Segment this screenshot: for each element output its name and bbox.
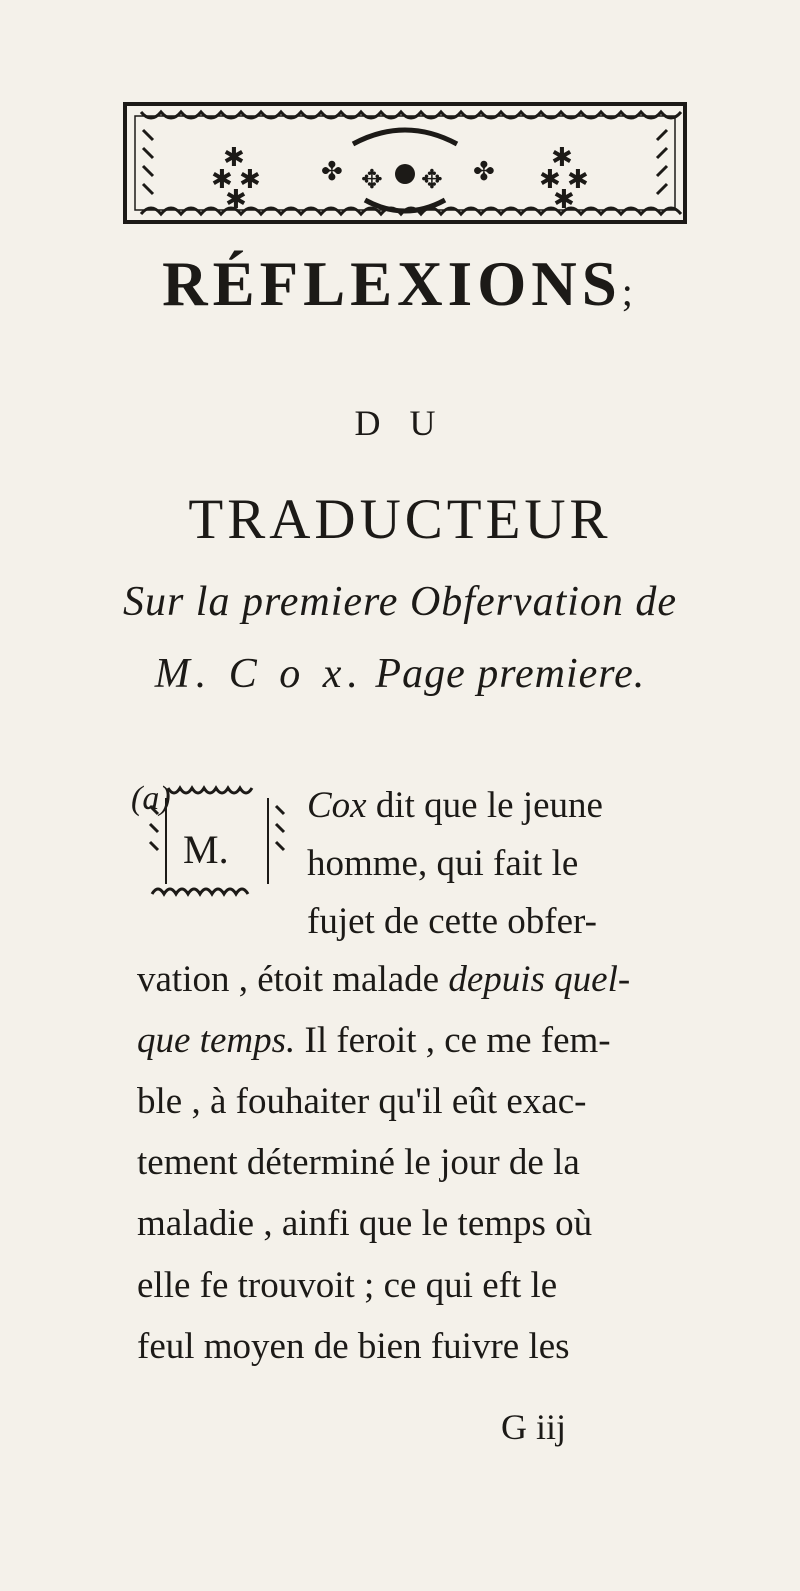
name-cox: Cox	[307, 785, 367, 826]
svg-text:✱: ✱	[223, 143, 245, 173]
line5-text: Il feroit , ce me fem-	[295, 1020, 611, 1061]
line5-italic: que temps.	[137, 1020, 296, 1061]
subtitle-name: M. C o x.	[154, 651, 364, 697]
body-line-1	[307, 787, 800, 824]
svg-text:✥: ✥	[421, 165, 443, 195]
initial-letter: M.	[183, 827, 229, 872]
body-line-10: feul moyen de bien fuivre les	[137, 1326, 570, 1367]
title-text: RÉFLEXIONS	[162, 249, 622, 319]
svg-text:✱: ✱	[211, 165, 233, 195]
svg-text:✥: ✥	[361, 165, 383, 195]
note-marker: (a)	[131, 780, 171, 817]
body-line-4	[137, 961, 697, 998]
body-line-3: fujet de cette obfer-	[307, 901, 597, 942]
svg-text:✱: ✱	[539, 165, 561, 195]
svg-text:✱: ✱	[553, 185, 575, 215]
svg-text:✱: ✱	[551, 143, 573, 173]
title-traducteur: TRADUCTEUR	[188, 488, 612, 551]
subtitle-line-2	[0, 650, 800, 698]
line4-italic: depuis quel-	[448, 959, 631, 1000]
svg-text:✤: ✤	[473, 157, 495, 187]
title-du: D U	[354, 403, 446, 443]
svg-text:✤: ✤	[321, 157, 343, 187]
body-line-7: tement déterminé le jour de la	[137, 1142, 580, 1183]
title-mark: ;	[621, 269, 638, 314]
line4-text: vation , étoit malade	[137, 959, 449, 1000]
body-line-8: maladie , ainfi que le temps où	[137, 1203, 593, 1244]
body-line-6: ble , à fouhaiter qu'il eût exac-	[137, 1081, 587, 1122]
page-title	[0, 248, 800, 321]
svg-text:✱: ✱	[225, 185, 247, 215]
floral-headpiece-ornament-icon	[121, 100, 689, 226]
body-line-2: homme, qui fait le	[307, 843, 579, 884]
body-line-9: elle fe trouvoit ; ce qui eft le	[137, 1265, 558, 1306]
subtitle-page: Page premiere.	[375, 651, 646, 697]
subtitle-line-1: Sur la premiere Obfervation de	[122, 579, 678, 625]
signature-mark: G iij	[501, 1407, 567, 1447]
line1-text: dit que le jeune	[366, 785, 603, 826]
body-line-5	[137, 1022, 697, 1059]
svg-text:✱: ✱	[567, 165, 589, 195]
svg-text:✱: ✱	[239, 165, 261, 195]
